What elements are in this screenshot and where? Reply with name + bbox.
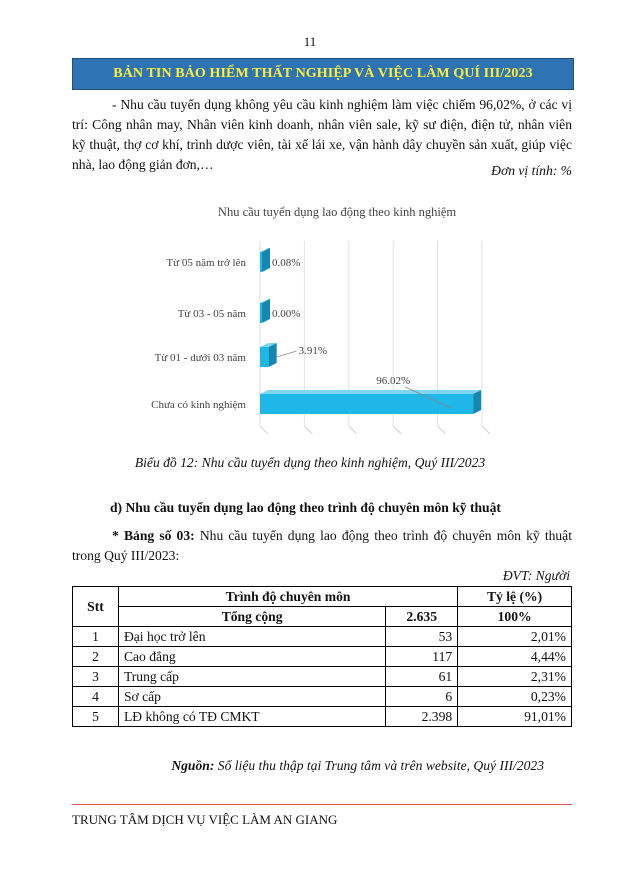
footer-divider (72, 804, 572, 805)
row-stt: 1 (73, 627, 119, 647)
bar-side (262, 299, 270, 323)
unit-note: Đơn vị tính: % (491, 163, 572, 178)
table-row (73, 627, 572, 647)
row-value: 117 (386, 647, 458, 667)
source-text: Số liệu thu thập tại Trung tâm và trên website, Quý III/2023 (214, 758, 544, 773)
row-level: Sơ cấp (118, 687, 385, 707)
chart-caption: Biểu đồ 12: Nhu cầu tuyển dụng theo kinh nghiệm, Quý III/2023 (134, 455, 486, 470)
row-ratio: 0,23% (458, 687, 572, 707)
table-row (73, 647, 572, 667)
row-ratio: 2,01% (458, 627, 572, 647)
header-ratio: Tỷ lệ (%) (458, 587, 572, 607)
row-stt: 3 (73, 667, 119, 687)
table-total-row (73, 607, 572, 627)
total-value: 2.635 (386, 607, 458, 627)
row-stt: 2 (73, 647, 119, 667)
table-intro-label: * Bảng số 03: (112, 528, 195, 543)
bar (260, 303, 262, 323)
bar (260, 394, 473, 414)
row-ratio: 2,31% (458, 667, 572, 687)
category-label: Từ 05 năm trở lên (166, 257, 246, 269)
row-level: Trung cấp (118, 667, 385, 687)
row-value: 2.398 (386, 707, 458, 727)
experience-bar-chart (72, 196, 532, 446)
qualification-table (72, 586, 572, 727)
table-row (73, 707, 572, 727)
row-value: 61 (386, 667, 458, 687)
table-row (73, 687, 572, 707)
data-label: 96.02% (376, 375, 411, 387)
body-paragraph: - Nhu cầu tuyển dụng không yêu cầu kinh nghiệm làm việc chiếm 96,02%, ở các vị trí: Công nhân may, Nhân viên kinh doanh, nhân viên sale, kỹ sư điện, điện tử, nhân viên kỹ thuật, thợ cơ khí, trình dược viên, tài xế lái xe, vận hành dây chuyền sản xuất, giúp việc nhà, lao động giản đơn,… (72, 97, 572, 172)
gridline-foot (260, 426, 268, 434)
category-label: Từ 01 - dưới 03 năm (154, 352, 246, 364)
bar-top (260, 390, 481, 394)
table-unit: ĐVT: Người (502, 568, 570, 583)
data-label: 0.08% (272, 257, 301, 269)
table-intro (72, 526, 572, 566)
data-label: 3.91% (298, 345, 328, 357)
bar-side (269, 343, 277, 367)
bar (260, 252, 262, 272)
source-label: Nguồn: (171, 758, 215, 773)
row-level: Cao đẳng (118, 647, 385, 667)
bar-side (262, 248, 270, 272)
row-level: Đại học trở lên (118, 627, 385, 647)
table-intro-text: Nhu cầu tuyển dụng lao động theo trình độ chuyên môn kỹ thuật trong Quý III/2023: (72, 528, 572, 563)
total-ratio: 100% (458, 607, 572, 627)
source-note (171, 758, 544, 774)
row-stt: 4 (73, 687, 119, 707)
gridline-foot (393, 426, 401, 434)
header-level: Trình độ chuyên môn (118, 587, 457, 607)
bar-side (473, 390, 481, 414)
gridline-foot (438, 426, 446, 434)
chart-title: Nhu cầu tuyển dụng lao động theo kinh nghiệm (217, 205, 457, 219)
category-label: Từ 03 - 05 năm (177, 308, 246, 320)
chart-bars (260, 248, 481, 414)
row-ratio: 4,44% (458, 647, 572, 667)
row-ratio: 91,01% (458, 707, 572, 727)
row-value: 53 (386, 627, 458, 647)
table-row (73, 667, 572, 687)
row-value: 6 (386, 687, 458, 707)
bar (260, 347, 269, 367)
category-label: Chưa có kinh nghiệm (151, 399, 246, 411)
chart-data-labels (272, 257, 451, 408)
data-label-leader (277, 351, 297, 357)
gridline-foot (482, 426, 490, 434)
row-stt: 5 (73, 707, 119, 727)
total-label: Tổng cộng (118, 607, 385, 627)
row-level: LĐ không có TĐ CMKT (118, 707, 385, 727)
gridline-foot (349, 426, 357, 434)
data-label: 0.00% (272, 308, 301, 320)
section-heading: d) Nhu cầu tuyển dụng lao động theo trình độ chuyên môn kỹ thuật (110, 500, 501, 515)
chart-category-labels (151, 257, 246, 411)
header-stt: Stt (73, 587, 119, 627)
footer-organization: TRUNG TÂM DỊCH VỤ VIỆC LÀM AN GIANG (72, 812, 338, 827)
table-header-row (73, 587, 572, 607)
page-number: 11 (303, 34, 317, 49)
bulletin-banner: BẢN TIN BẢO HIỂM THẤT NGHIỆP VÀ VIỆC LÀM QUÍ III/2023 (72, 58, 574, 90)
gridline-foot (304, 426, 312, 434)
